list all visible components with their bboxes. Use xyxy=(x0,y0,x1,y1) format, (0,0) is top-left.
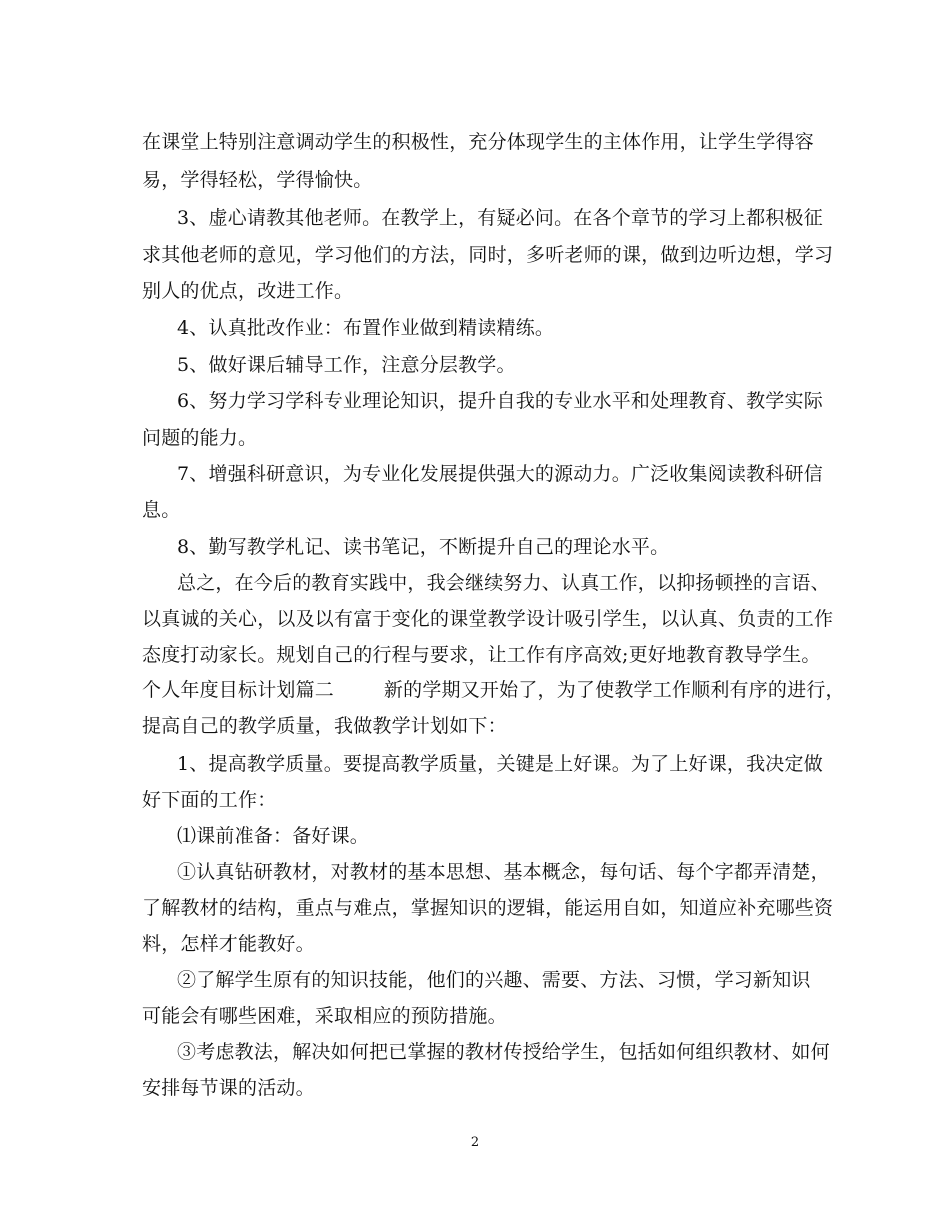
text-line: 态度打动家长。规划自己的行程与要求，让工作有序高效;更好地教育教导学生。 xyxy=(142,644,821,666)
text-line: 别人的优点，改进工作。 xyxy=(142,280,354,302)
text-line: 4、认真批改作业：布置作业做到精读精练。 xyxy=(177,317,555,339)
text-line: 5、做好课后辅导工作，注意分层教学。 xyxy=(177,354,516,376)
text-line: 息。 xyxy=(142,499,181,521)
text-line: 总之，在今后的教育实践中，我会继续努力、认真工作，以抑扬顿挫的言语、 xyxy=(177,572,830,594)
text-line: 了解教材的结构，重点与难点，掌握知识的逻辑，能运用自如，知道应补充哪些资 xyxy=(142,897,834,919)
text-line: 料，怎样才能教好。 xyxy=(142,933,315,955)
text-line: ①认真钻研教材，对教材的基本思想、基本概念，每句话、每个字都弄清楚， xyxy=(177,861,830,883)
text-line: ③考虑教法，解决如何把已掌握的教材传授给学生，包括如何组织教材、如何 xyxy=(177,1041,830,1063)
page-number: 2 xyxy=(470,1135,480,1150)
text-line: 易，学得轻松，学得愉快。 xyxy=(142,169,373,191)
text-line: 好下面的工作： xyxy=(142,789,277,811)
text-line: 以真诚的关心，以及以有富于变化的课堂教学设计吸引学生，以认真、负责的工作 xyxy=(142,608,834,630)
section-heading-line: 个人年度目标计划篇二 新的学期又开始了，为了使教学工作顺利有序的进行， xyxy=(142,679,845,701)
text-line: 可能会有哪些困难，采取相应的预防措施。 xyxy=(142,1005,507,1027)
text-line: ②了解学生原有的知识技能，他们的兴趣、需要、方法、习惯，学习新知识 xyxy=(177,969,811,991)
text-line: 6、努力学习学科专业理论知识，提升自我的专业水平和处理教育、教学实际 xyxy=(177,390,823,412)
text-line: 3、虚心请教其他老师。在教学上，有疑必问。在各个章节的学习上都积极征 xyxy=(177,207,823,229)
text-line: 7、增强科研意识，为专业化发展提供强大的源动力。广泛收集阅读教科研信 xyxy=(177,463,823,485)
text-line: 8、勤写教学札记、读书笔记，不断提升自己的理论水平。 xyxy=(177,536,670,558)
text-line: 在课堂上特别注意调动学生的积极性，充分体现学生的主体作用，让学生学得容 xyxy=(142,131,815,153)
text-line: 问题的能力。 xyxy=(142,427,258,449)
text-line: 求其他老师的意见，学习他们的方法，同时，多听老师的课，做到边听边想，学习 xyxy=(142,244,834,266)
text-line: 安排每节课的活动。 xyxy=(142,1077,315,1099)
text-line: 1、提高教学质量。要提高教学质量，关键是上好课。为了上好课，我决定做 xyxy=(177,753,823,775)
text-line: ⑴课前准备：备好课。 xyxy=(177,825,370,847)
text-line: 提高自己的教学质量，我做教学计划如下： xyxy=(142,715,507,737)
